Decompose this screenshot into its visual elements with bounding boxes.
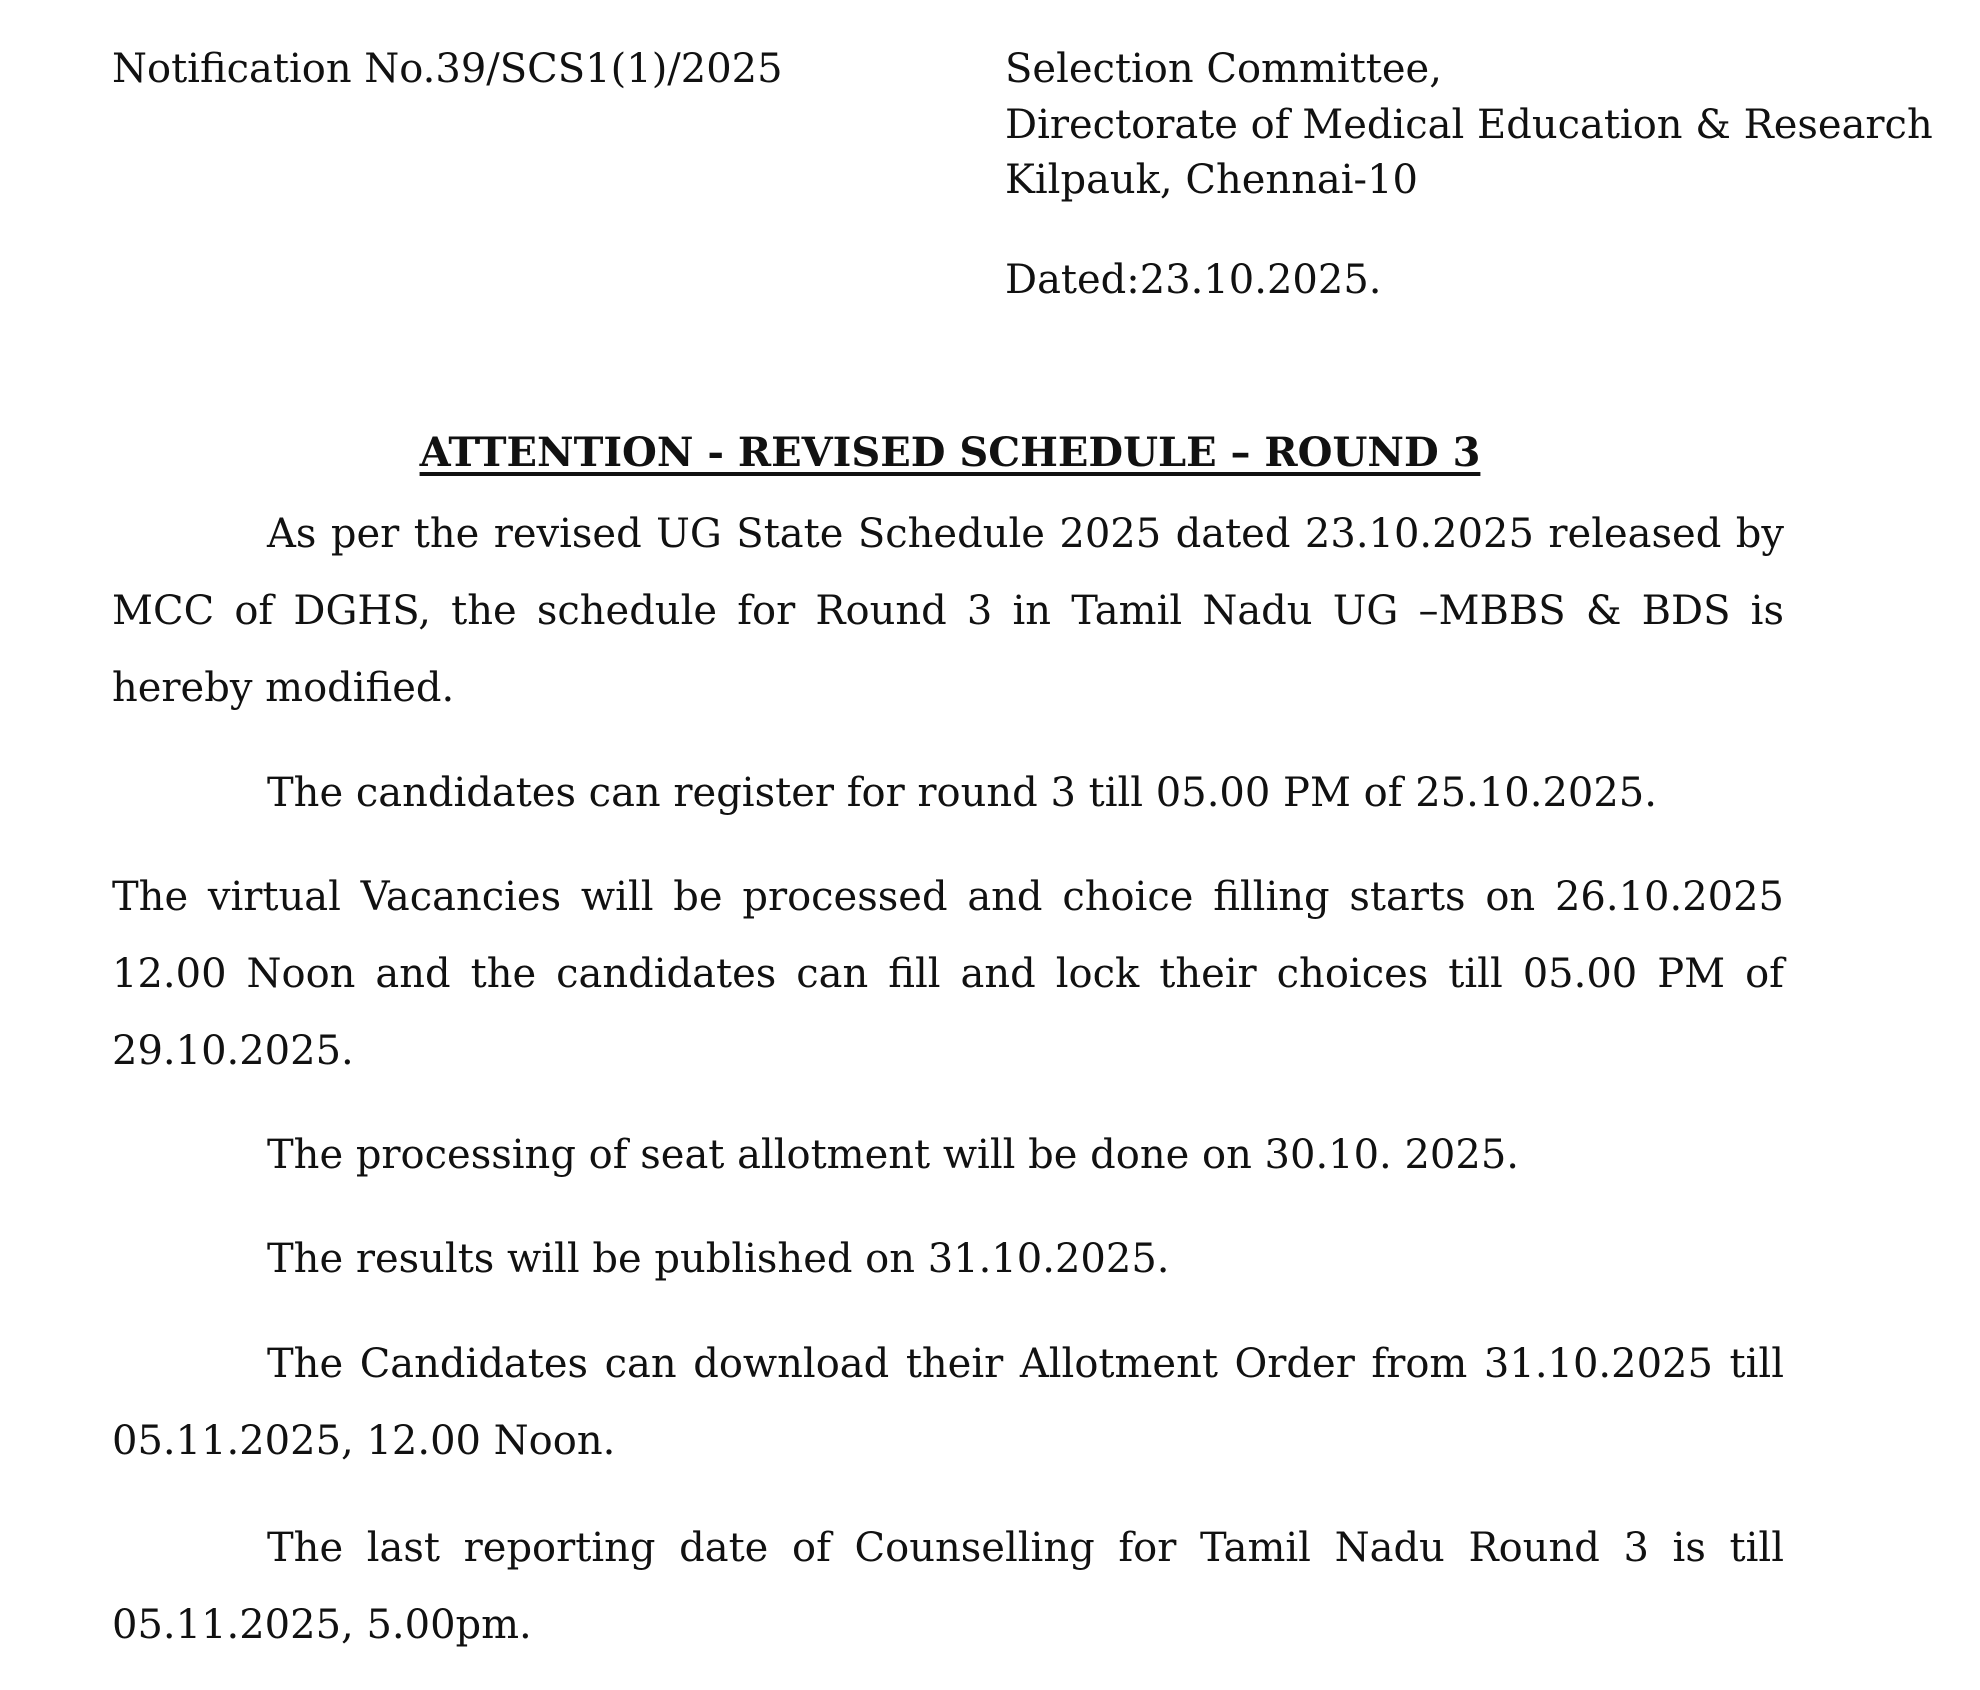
paragraph-seat-allotment: The processing of seat allotment will be done on 30.10. 2025.: [267, 1132, 1519, 1178]
address-line-directorate: Directorate of Medical Education & Research: [1005, 102, 1933, 148]
paragraph-registration: The candidates can register for round 3 till 05.00 PM of 25.10.2025.: [267, 770, 1657, 816]
notification-number: Notification No.39/SCS1(1)/2025: [112, 46, 783, 92]
paragraph-reporting-date: The last reporting date of Counselling for Tamil Nadu Round 3 is till 05.11.2025, 5.00pm.: [112, 1525, 1784, 1648]
paragraph-revised-schedule: As per the revised UG State Schedule 2025 dated 23.10.2025 released by MCC of DGHS, the schedule for Round 3 in Tamil Nadu UG –MBBS & BDS is hereby modified.: [112, 511, 1784, 711]
paragraph-choice-filling: The virtual Vacancies will be processed and choice filling starts on 26.10.2025 12.00 Noon and the candidates can fill and lock their choices till 05.00 PM of 29.10.2025.: [112, 874, 1784, 1074]
address-line-committee: Selection Committee,: [1005, 46, 1442, 92]
address-line-location: Kilpauk, Chennai-10: [1005, 157, 1418, 203]
paragraph-results: The results will be published on 31.10.2025.: [267, 1236, 1170, 1282]
paragraph-allotment-order: The Candidates can download their Allotment Order from 31.10.2025 till 05.11.2025, 12.00 Noon.: [112, 1341, 1784, 1464]
notification-date: Dated:23.10.2025.: [1005, 257, 1382, 303]
notice-heading: ATTENTION - REVISED SCHEDULE – ROUND 3: [419, 429, 1481, 476]
